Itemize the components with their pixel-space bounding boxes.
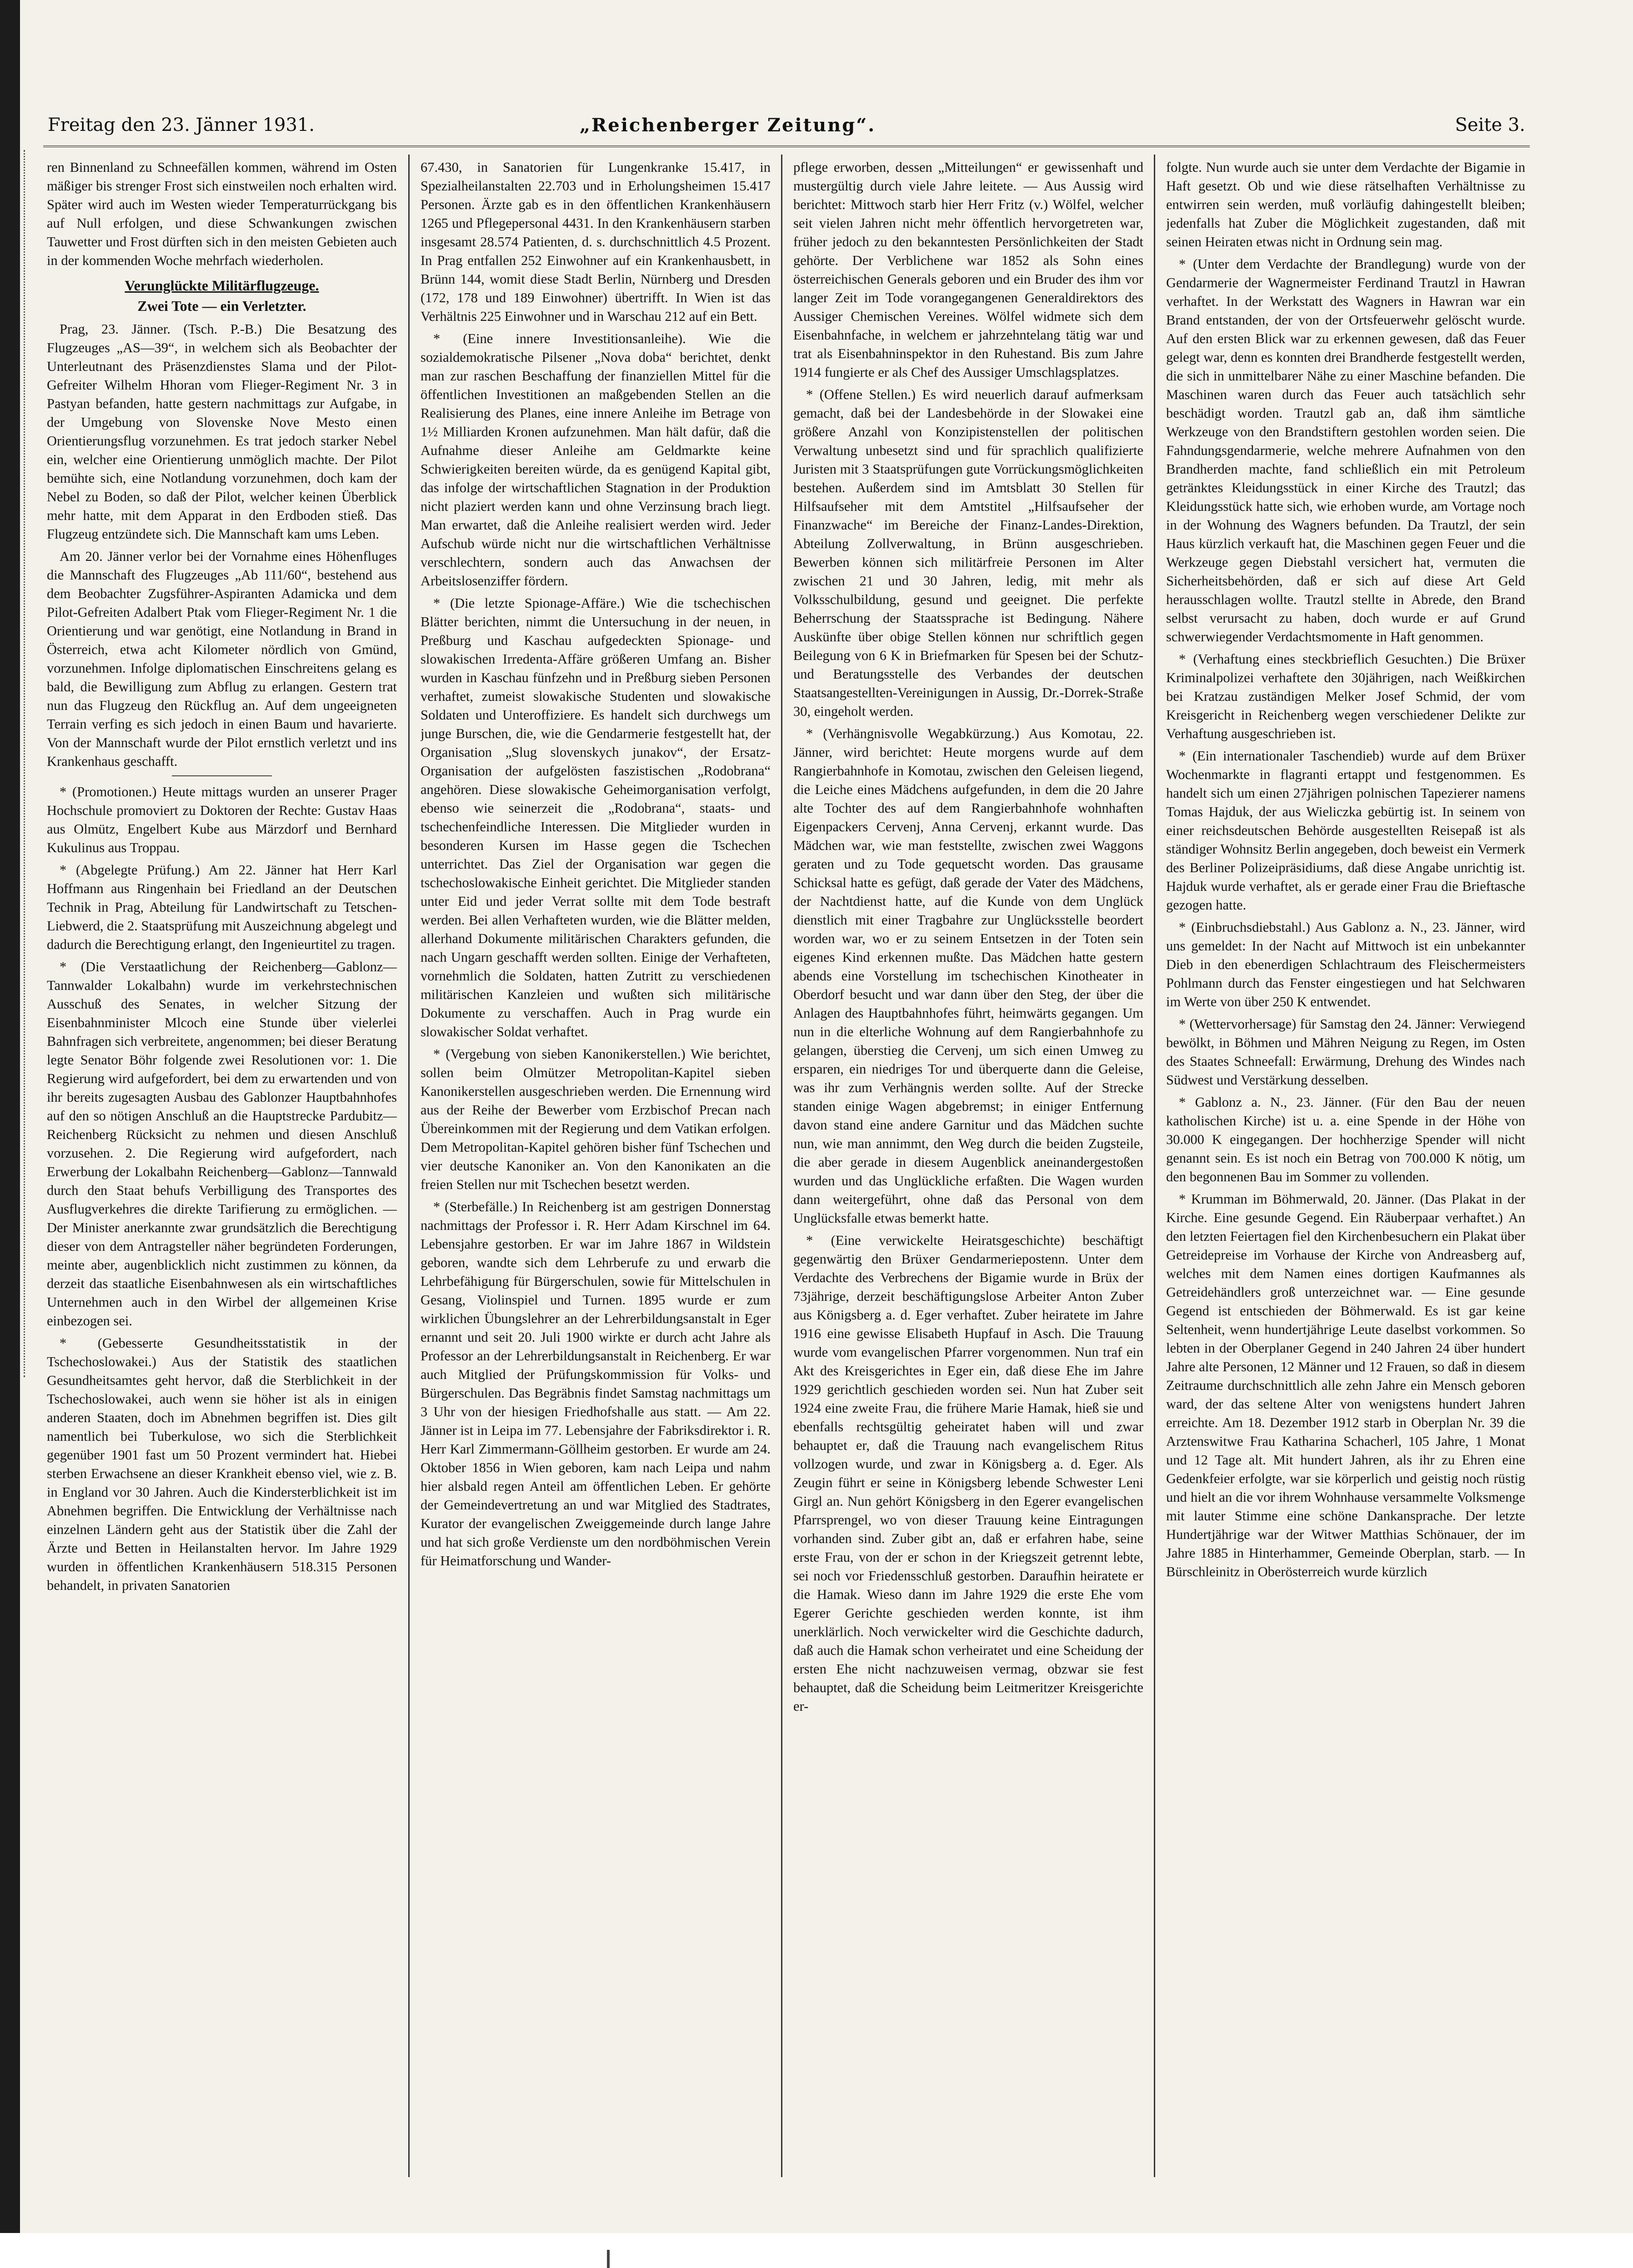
column-4: [1166, 158, 1525, 2176]
article-paragraph: pflege erworben, dessen „Mitteilungen“ er gewissenhaft und mustergültig durch viele Jahre leitete. — Aus Aussig wird berichtet: Mittwoch starb hier Herr Fritz (v.) Wölfel, welcher seit vielen Jahren nicht mehr öffentlich hervorgetreten war, früher jedoch zu den bekanntesten Persönlichkeiten der Stadt gehörte. Der Verblichene war 1852 als Sohn eines österreichischen Generals geboren und ein Bruder des ihm vor langer Zeit im Tode vorangegangenen Generaldirektors des Aussiger Chemischen Vereines. Wölfel widmete sich dem Eisenbahnfache, in welchem er jahrzehntelang tätig war und trat als Eisenbahninspektor in den Ruhestand. Bis zum Jahre 1914 fungierte er als Chef des Aussiger Umschlagsplatzes.: [793, 160, 1143, 380]
column-rule: [1154, 155, 1155, 2177]
article-paragraph: * (Gebesserte Gesundheitsstatistik in der Tschechoslowakei.) Aus der Statistik des staatlichen Gesundheitsamtes geht hervor, daß die Sterblichkeit in der Tschechoslowakei, auch wenn sie höher ist als in einigen anderen Staaten, doch im Abnehmen begriffen ist. Dies gilt namentlich bei Tuberkulose, wo sich die Sterblichkeit gegenüber 1901 fast um 50 Prozent vermindert hat. Hiebei sterben Erwachsene an dieser Krankheit ebenso viel, wie z. B. in England vor 30 Jahren. Auch die Kindersterblichkeit ist im Abnehmen begriffen. Die Entwicklung der Verhältnisse nach einzelnen Ländern geht aus der Statistik über die Zahl der Ärzte und Betten in Heilanstalten hervor. Im Jahre 1929 wurden in öffentlichen Krankenhäusern 518.315 Personen behandelt, in privaten Sanatorien: [47, 1335, 397, 1593]
article-paragraph: * (Eine innere Investitionsanleihe). Wie die sozialdemokratische Pilsener „Nova doba“ berichtet, denkt man zur raschen Beschaffung der finanziellen Mittel für die öffentlichen Investitionen an maßgebenden Stellen an die Realisierung des Planes, eine innere Anleihe im Betrage von 1½ Milliarden Kronen aufzunehmen. Man hält dafür, daß die Aufnahme dieser Anleihe am Geldmarkte keine Schwierigkeiten bereiten würde, da es genügend Kapital gibt, das infolge der wirtschaftlichen Stagnation in der Produktion nicht plaziert werden kann und ohne Verzinsung brach liegt. Man erwartet, daß die Anleihe realisiert werden wird. Jeder Aufschub würde nicht nur die wirtschaftlichen Verhältnisse verschlechtern, sondern auch das Anwachsen der Arbeitslosenziffer fördern.: [421, 331, 771, 589]
article-paragraph: * (Abgelegte Prüfung.) Am 22. Jänner hat Herr Karl Hoffmann aus Ringenhain bei Friedland an der Deutschen Technik in Prag, Abteilung für Landwirtschaft zu Tetschen-Liebwerd, die 2. Staatsprüfung mit Auszeichnung abgelegt und dadurch die Berechtigung erlangt, den Ingenieurtitel zu tragen.: [47, 862, 397, 952]
page-mark: [607, 2250, 610, 2268]
page-content: [43, 105, 1530, 2204]
article-paragraph: * (Verhängnisvolle Wegabkürzung.) Aus Komotau, 22. Jänner, wird berichtet: Heute morgens wurde auf dem Rangierbahnhofe in Komotau, zwischen den Geleisen liegend, die Leiche eines Mädchens aufgefunden, in dem die 20 Jahre alte Tochter des auf dem Rangierbahnhofe wohnhaften Eigenpackers Cervenj, Anna Cervenj, erkannt wurde. Das Mädchen war, wie man feststellte, zwischen zwei Waggons geraten und zu Tode gequetscht worden. Das grausame Schicksal hatte es gefügt, daß gerade der Vater des Mädchens, der Nachtdienst hatte, auf die Kunde von dem Unglück dienstlich mit einer Tragbahre zur Unglücksstelle beordert worden war, wo er zu seinem Entsetzen in der Toten sein eigenes Kind erkennen mußte. Das Mädchen hatte gestern abends eine Vorstellung im tschechischen Kinotheater in Oberdorf besucht und war dann über den Steg, der über die Anlagen des Hauptbahnhofes führt, heimwärts gegangen. Um nun in die elterliche Wohnung auf dem Rangierbahnhofe zu gelangen, überstieg die Cervenj, um sich einen Umweg zu ersparen, ein niedriges Tor und überquerte dann die Geleise, was ihr zum Verhängnis werden sollte. Auf der Strecke standen einige Wagen abgebremst; in einiger Entfernung davon stand eine andere Garnitur und das Mädchen suchte nun, wie man annimmt, den Weg durch die beiden Zugsteile, die aber gerade in diesem Augenblick aneinandergestoßen wurden und das Unglückliche erfaßten. Die Wagen wurden dann weitergeführt, ohne daß das Personal von dem Unglücksfalle etwas bemerkt hatte.: [793, 726, 1143, 1226]
article-paragraph: * Krumman im Böhmerwald, 20. Jänner. (Das Plakat in der Kirche. Eine gesunde Gegend. Ein Räuberpaar verhaftet.) An den letzten Feiertagen fiel den Kirchenbesuchern ein Plakat über Getreidepreise im Vorhause der Kirche von Andreasberg auf, welches mit dem Namen eines dortigen Kaufmannes als Getreidehändlers groß unterzeichnet war. — Eine gesunde Gegend ist entschieden der Böhmerwald. Es ist gar keine Seltenheit, wenn hundertjährige Leute daselbst vorkommen. So lebten in der Oberplaner Gegend in 240 Jahren 24 über hundert Jahre alte Personen, 12 Männer und 12 Frauen, so daß in diesem Zeitraume durchschnittlich alle zehn Jahre ein Mensch geboren ward, der das seltene Alter von wenigstens hundert Jahren erreichte. Am 18. Dezember 1912 starb in Oberplan Nr. 39 die Arztenswitwe Frau Katharina Schacherl, 105 Jahre, 1 Monat und 12 Tage alt. Mit hundert Jahren, als ihr zu Ehren eine Gedenkfeier erfolgte, war sie körperlich und geistig noch rüstig und hielt an die vor ihrem Wohnhause versammelte Volksmenge mit lauter Stimme eine schöne Dankansprache. Der letzte Hundertjährige war der Witwer Matthias Schönauer, der im Jahre 1885 in Hinterhammer, Gemeinde Oberplan, starb. — In Bürschleinitz in Oberösterreich wurde kürzlich: [1166, 1191, 1525, 1579]
article-paragraph: Am 20. Jänner verlor bei der Vornahme eines Höhenfluges die Mannschaft des Flugzeuges „Ab 111/60“, bestehend aus dem Beobachter Zugsführer-Aspiranten Adamicka und dem Pilot-Gefreiten Adalbert Ptak vom Flieger-Regiment Nr. 1 die Orientierung und war genötigt, eine Notlandung in Brand in Österreich, etwa acht Kilometer nördlich von Gmünd, vorzunehmen. Infolge diplomatischen Einschreitens gelang es bald, die Bewilligung zum Abflug zu erlangen. Gestern trat nun das Flugzeug den Rückflug an. Auf dem ungeeigneten Terrain verfing es sich jedoch in einen Baum und havarierte. Von der Mannschaft wurde der Pilot ernstlich verletzt und ins Krankenhaus geschafft.: [47, 549, 397, 769]
column-2: [421, 158, 771, 2176]
article-paragraph: folgte. Nun wurde auch sie unter dem Verdachte der Bigamie in Haft gesetzt. Ob und wie diese rätselhaften Verhältnisse zu entwirren sein werden, muß vorläufig dahingestellt bleiben; jedenfalls hat Zuber die Möglichkeit zugestanden, daß mit seinen Heiraten etwas nicht in Ordnung sein mag.: [1166, 160, 1525, 250]
masthead-page-number: Seite 3.: [1455, 115, 1525, 135]
article-paragraph: * (Wettervorhersage) für Samstag den 24. Jänner: Verwiegend bewölkt, in Böhmen und Mähren Neigung zu Regen, im Osten des Staates Schneefall: Erwärmung, Drehung des Windes nach Südwest und Verstärkung desselben.: [1166, 1016, 1525, 1088]
binding-edge: [0, 0, 20, 2233]
article-paragraph: * (Die Verstaatlichung der Reichenberg—Gablonz—Tannwalder Lokalbahn) wurde im verkehrstechnischen Ausschuß des Senates, in welcher Sitzung der Eisenbahnminister Mlcoch eine Stunde über vielerlei Bahnfragen sich verbreitete, angenommen; bei dieser Beratung legte Senator Böhr folgende zwei Resolutionen vor: 1. Die Regierung wird aufgefordert, bei dem zu erwartenden und von ihr bereits zugesagten Ausbau des Gablonzer Hauptbahnhofes auf den so nötigen Anschluß an die Hauptstrecke Pardubitz—Reichenberg Rücksicht zu nehmen und diesen Anschluß vorzusehen. 2. Die Regierung wird aufgefordert, nach Erwerbung der Lokalbahn Reichenberg—Gablonz—Tannwald durch den Staat behufs Verbilligung des Transportes des Ausflugverkehres die direkte Tarifierung zu ermöglichen. — Der Minister anerkannte zwar grundsätzlich die Berechtigung dieser von dem Antragsteller näher begründeten Forderungen, meinte aber, augenblicklich nicht zustimmen zu können, da derzeit das staatliche Eisenbahnwesen als ein wirtschaftliches Unternehmen auch in den Wirbel der allgemeinen Krise einbezogen sei.: [47, 959, 397, 1329]
article-paragraph: 67.430, in Sanatorien für Lungenkranke 15.417, in Spezialheilanstalten 22.703 und in Erholungsheimen 15.417 Personen. Ärzte gab es in den öffentlichen Krankenhäusern 1265 und Pflegepersonal 4431. In den Krankenhäusern starben insgesamt 28.574 Patienten, d. s. durchschnittlich 4.5 Prozent. In Prag entfallen 252 Einwohner auf ein Krankenhausbett, in Brünn 144, womit diese Stadt Berlin, Nürnberg und Dresden (172, 178 und 189 Einwohner) übertrifft. In Wien ist das Verhältnis 225 Einwohner und in Warschau 212 auf ein Bett.: [421, 160, 771, 324]
article-paragraph: * (Unter dem Verdachte der Brandlegung) wurde von der Gendarmerie der Wagnermeister Ferdinand Trautzl in Hawran verhaftet. In der Werkstatt des Wagners in Hawran war ein Brand entstanden, der von der Ortsfeuerwehr gelöscht wurde. Auf den ersten Blick war zu erkennen gewesen, daß das Feuer gelegt war, denn es konnten drei Brandherde festgestellt werden, die sich in unmittelbarer Nähe zu einer Maschine befanden. Die Maschinen waren durch das Feuer auch tatsächlich sehr beschädigt worden. Trautzl gab an, daß ihm sämtliche Werkzeuge von den Brandstiftern gestohlen worden seien. Die Fahndungsgendarmerie, welche mehrere Aufnahmen von den Brandherden machte, fand schließlich ein mit Petroleum getränktes Kleidungsstück in einer Kirche des Trautzl; das Kleidungsstück hatte sich, wie erhoben wurde, am Vortage noch in der Wohnung des Wagners befunden. Da Trautzl, der sein Haus kürzlich verkauft hat, die Maschinen gegen Feuer und die Werkzeuge gegen Diebstahl versichert hat, vermuten die Sicherheitsbehörden, daß er sich auf diese Art Geld herausschlagen wollte. Trautzl stellte in Abrede, den Brand selbst verursacht zu haben, doch wurde er auf Grund schwerwiegender Verdachtsmomente in Haft genommen.: [1166, 256, 1525, 644]
article-paragraph: * (Die letzte Spionage-Affäre.) Wie die tschechischen Blätter berichten, nimmt die Untersuchung in der neuen, in Preßburg und Kaschau aufgedeckten Spionage- und slowakischen Irredenta-Affäre größeren Umfang an. Bisher wurden in Kaschau fünfzehn und in Preßburg sieben Personen verhaftet, zumeist slowakische Studenten und slowakische Soldaten und Unteroffiziere. Es handelt sich durchwegs um junge Burschen, die, wie die Gendarmerie festgestellt hat, der Organisation „Slug slovenskych junakov“, der Ersatz-Organisation der aufgelösten faszistischen „Rodobrana“ angehören. Diese slowakische Geheimorganisation verfolgt, ebenso wie seinerzeit die „Rodobrana“, staats- und tschechenfeindliche Interessen. Die Mitglieder wurden in besonderen Kursen im Hasse gegen die Tschechen unterrichtet. Das Ziel der Organisation war gegen die tschechoslowakische Einheit gerichtet. Die Mitglieder standen unter Eid und jeder Verrat sollte mit dem Tode bestraft werden. Bei allen Verhafteten wurden, wie die Blätter melden, allerhand Dokumente militärischen Charakters gefunden, die nach Ungarn geschafft werden sollten. Einige der Verhafteten, vornehmlich die Soldaten, hatten Zutritt zu verschiedenen militärischen Kanzleien und wußten sich militärische Dokumente zu verschaffen. Auch in Prag wurde ein slowakischer Soldat verhaftet.: [421, 595, 771, 1039]
column-1: [47, 158, 397, 2176]
article-paragraph: * Gablonz a. N., 23. Jänner. (Für den Bau der neuen katholischen Kirche) ist u. a. eine Spende in der Höhe von 30.000 K eingegangen. Der hochherzige Spender will nicht genannt sein. Es ist noch ein Betrag von 700.000 K nötig, um den begonnenen Bau im Sommer zu vollenden.: [1166, 1094, 1525, 1184]
masthead-title: „Reichenberger Zeitung“.: [580, 115, 876, 136]
column-3: [793, 158, 1143, 2176]
article-paragraph: * (Ein internationaler Taschendieb) wurde auf dem Brüxer Wochenmarkte in flagranti ertappt und festgenommen. Es handelt sich um einen 27jährigen polnischen Tapezierer namens Tomas Hajduk, der aus Wieliczka gebürtig ist. In seinem von einer reichsdeutschen Behörde ausgestellten Reisepaß ist als ständiger Wohnsitz Berlin angegeben, doch beweist ein Vermerk des Berliner Polizeipräsidiums, daß diese Angabe unrichtig ist. Hajduk wurde verhaftet, als er gerade einer Frau die Brieftasche gezogen hatte.: [1166, 748, 1525, 913]
article-paragraph: * (Vergebung von sieben Kanonikerstellen.) Wie berichtet, sollen beim Olmützer Metropolitan-Kapitel sieben Kanonikerstellen ausgeschrieben werden. Die Ernennung wird aus der Reihe der Bewerber vom Erzbischof Precan nach Übereinkommen mit der Regierung und dem Vatikan erfolgen. Dem Metropolitan-Kapitel gehören bisher fünf Tschechen und vier deutsche Kanoniker an. Von den Kanonikaten an die freien Stellen nur mit Tschechen besetzt werden.: [421, 1046, 771, 1192]
column-rule: [781, 155, 782, 2177]
article-subheadline: Zwei Tote — ein Verletzter.: [137, 298, 306, 314]
article-paragraph: * (Promotionen.) Heute mittags wurden an unserer Prager Hochschule promoviert zu Doktoren der Rechte: Gustav Haas aus Olmütz, Engelbert Kube aus Märzdorf und Bernhard Kukulinus aus Troppau.: [47, 784, 397, 855]
masthead: [43, 105, 1530, 147]
article-paragraph: ren Binnenland zu Schneefällen kommen, während im Osten mäßiger bis strenger Frost sich einstweilen noch erhalten wird. Später wird auch im Westen wieder Temperaturrückgang bis auf Null erfolgen, und diese Schwankungen zwischen Tauwetter und Frost dürften sich in den meisten Gebieten auch in der kommenden Woche mehrfach wiederholen.: [47, 160, 397, 268]
article-divider: [172, 775, 272, 776]
article-paragraph: * (Eine verwickelte Heiratsgeschichte) beschäftigt gegenwärtig den Brüxer Gendarmeriepostenn. Unter dem Verdachte des Verbrechens der Bigamie wurde in Brüx der 73jährige, derzeit beschäftigungslose Arbeiter Anton Zuber aus Königsberg a. d. Eger verhaftet. Zuber heiratete im Jahre 1916 eine gewisse Elisabeth Hupfauf in Asch. Die Trauung wurde vom evangelischen Pfarrer vorgenommen. Nun traf ein Akt des Kreisgerichtes in Eger ein, daß diese Ehe im Jahre 1929 gerichtlich geschieden worden sei. Nun hat Zuber seit 1924 eine zweite Frau, die frühere Marie Hamak, hieß sie und ebenfalls rechtsgültig geheiratet haben will und zwar behauptet er, daß die Trauung nach evangelischem Ritus vollzogen wurde, und zwar in Königsberg a. d. Eger. Als Zeugin führt er seine in Königsberg lebende Schwester Leni Girgl an. Nun gehört Königsberg in den Egerer evangelischen Pfarrsprengel, wo von dieser Trauung keine Eintragungen vorhanden sind. Zuber gibt an, daß er erfahren habe, seine erste Frau, von der er schon in der Kriegszeit getrennt lebte, sei noch vor Friedensschluß gestorben. Daraufhin heiratete er die Hamak. Wieso dann im Jahre 1929 die erste Ehe vom Egerer Gerichte geschieden werden konnte, ist ihm unerklärlich. Noch verwickelter wird die Geschichte dadurch, daß auch die Hamak schon verheiratet und eine Scheidung der ersten Ehe nicht nachzuweisen vermag, obzwar sie fest behauptet, daß die Scheidung beim Leitmeritzer Kreisgerichte er-: [793, 1233, 1143, 1714]
article-headline: Verunglückte Militärflugzeuge.: [125, 277, 319, 294]
article-paragraph: * (Sterbefälle.) In Reichenberg ist am gestrigen Donnerstag nachmittags der Professor i. R. Herr Adam Kirschnel im 64. Lebensjahre gestorben. Er war im Jahre 1867 in Wildstein geboren, wandte sich dem Lehrberufe zu und erwarb die Lehrbefähigung für Bürgerschulen, sowie für Mittelschulen in Gesang, Violinspiel und Turnen. 1895 wurde er zum wirklichen Übungslehrer an der Lehrerbildungsanstalt in Eger ernannt und seit 20. Juli 1900 wirkte er durch acht Jahre als Professor an der Lehrerbildungsanstalt in Reichenberg. Er war auch Mitglied der Prüfungskommission für Volks- und Bürgerschulen. Das Begräbnis findet Samstag nachmittags um 3 Uhr von der hiesigen Friedhofshalle aus statt. — Am 22. Jänner ist in Leipa im 77. Lebensjahre der Fabriksdirektor i. R. Herr Karl Zimmermann-Göllheim gestorben. Er wurde am 24. Oktober 1856 in Wien geboren, kam nach Leipa und nahm hier alsbald regen Anteil am öffentlichen Leben. Er gehörte der Gemeindevertretung an und war Mitglied des Stadtrates, Kurator der evangelischen Zweiggemeinde durch lange Jahre und hat sich große Verdienste um den nordböhmischen Verein für Heimatforschung und Wander-: [421, 1199, 771, 1569]
article-paragraph: * (Verhaftung eines steckbrieflich Gesuchten.) Die Brüxer Kriminalpolizei verhaftete den 30jährigen, nach Weißkirchen bei Kratzau zuständigen Melker Josef Schmid, der vom Kreisgericht in Reichenberg wegen verschiedener Delikte zur Verhaftung ausgeschrieben ist.: [1166, 651, 1525, 741]
article-paragraph: * (Einbruchsdiebstahl.) Aus Gablonz a. N., 23. Jänner, wird uns gemeldet: In der Nacht auf Mittwoch ist ein unbekannter Dieb in den ebenerdigen Schlachtraum des Fleischermeisters Pohlmann durch das Fenster eingestiegen und hat Selchwaren im Werte von über 250 K entwendet.: [1166, 919, 1525, 1009]
column-rule: [408, 155, 410, 2177]
article-paragraph: * (Offene Stellen.) Es wird neuerlich darauf aufmerksam gemacht, daß bei der Landesbehörde in der Slowakei eine größere Anzahl von Konzipistenstellen der politischen Verwaltung unbesetzt sind und für sprachlich qualifizierte Juristen mit 3 Staatsprüfungen gute Vorrückungsmöglichkeiten bestehen. Außerdem sind im Amtsblatt 30 Stellen für Hilfsaufseher mit dem Amtstitel „Hilfsaufseher der Finanzwache“ im Bereiche der Finanz-Landes-Direktion, Abteilung Zollverwaltung, in Brünn ausgeschrieben. Bewerben können sich militärfreie Personen im Alter zwischen 21 und 30 Jahren, ledig, mit mehr als Volksschulbildung, gesund und geeignet. Die perfekte Beherrschung der Staatssprache ist Bedingung. Nähere Auskünfte über obige Stellen können nur schriftlich gegen Beilegung von 6 K in Briefmarken für Spesen bei der Schutz- und Beratungsstelle des Verbandes der deutschen Staatsangestellten-Vereinigungen in Aussig, Dr.-Dorrek-Straße 30, eingeholt werden.: [793, 387, 1143, 719]
masthead-date: Freitag den 23. Jänner 1931.: [48, 115, 315, 135]
article-paragraph: Prag, 23. Jänner. (Tsch. P.-B.) Die Besatzung des Flugzeuges „AS—39“, in welchem sich als Beobachter der Unterleutnant des Präsenzdienstes Slama und der Pilot-Gefreiter Wilhelm Hhoran vom Flieger-Regiment Nr. 3 in Pastyan befanden, hatte gestern nachmittags zur Aufgabe, in der Umgebung von Slovenske Nove Mesto einen Orientierungsflug vorzunehmen. Es trat jedoch starker Nebel ein, welcher eine Orientierung unmöglich machte. Der Pilot bemühte sich, eine Notlandung vorzunehmen, doch kam der Nebel zu Boden, so daß der Pilot, welcher keinen Überblick mehr hatte, mit dem Apparat in den Erdboden stieß. Das Flugzeug entzündete sich. Die Mannschaft kam ums Leben.: [47, 321, 397, 542]
binding-marks: [24, 150, 30, 1377]
